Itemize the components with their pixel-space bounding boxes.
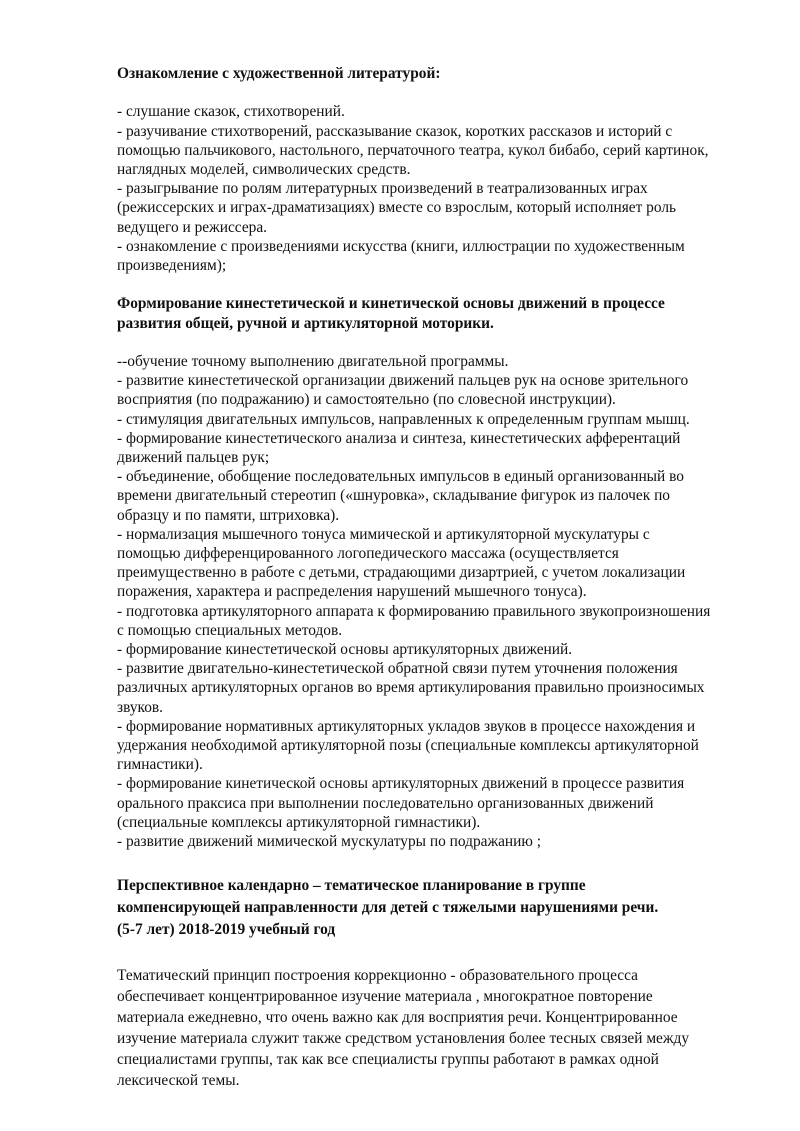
list-item: - нормализация мышечного тонуса мимической и артикуляторной мускулатуры с помощью дифференцированного логопедического массажа (осуществляется преимущественно в работе с детьми, страдающими дизартрией, с учетом локализации поражения, характера и распределения нарушений мышечного тонуса). xyxy=(117,525,686,601)
section-literature-title: Ознакомление с художественной литературой: xyxy=(117,65,441,82)
list-item: - подготовка артикуляторного аппарата к формированию правильного звукопроизношения с помощью специальных методов. xyxy=(117,602,711,639)
list-item: - формирование кинестетической основы артикуляторных движений. xyxy=(117,641,573,659)
list-item: - объединение, обобщение последовательных импульсов в единый организованный во времени двигательный стереотип («шнуровка», складывание фигурок из палочек по образцу и по памяти, штриховка). xyxy=(117,468,684,524)
section-motor-title: Формирование кинестетической и кинетической основы движений в процессе развития общей, ручной и артикуляторной моторики. xyxy=(117,295,665,332)
list-item: - развитие кинестетической организации движений пальцев рук на основе зрительного восприятия (по подражанию) и самостоятельно (по словесной инструкции). xyxy=(117,372,689,409)
list-item: - формирование кинестетического анализа и синтеза, кинестетических афферентаций движений пальцев рук; xyxy=(117,429,681,467)
spacer xyxy=(117,83,747,102)
list-item: - развитие двигательно-кинестетической обратной связи путем уточнения положения различных артикуляторных органов во время артикулирования правильно произносимых звуков. xyxy=(117,660,705,716)
list-item: - ознакомление с произведениями искусства (книги, иллюстрации по художественным произведениям); xyxy=(117,237,685,275)
document-page xyxy=(117,64,747,1091)
list-item: --обучение точному выполнению двигательной программы. xyxy=(117,353,509,370)
list-item: - формирование нормативных артикуляторных укладов звуков в процессе нахождения и удержания необходимой артикуляторной позы (специальные комплексы артикуляторной гимнастики). xyxy=(117,717,699,774)
spacer xyxy=(117,275,747,294)
list-item: - разыгрывание по ролям литературных произведений в театрализованных играх (режиссерских и играх-драматизациях) вместе со взрослым, который исполняет роль ведущего и режиссера. xyxy=(117,180,677,236)
list-item: - развитие движений мимической мускулатуры по подражанию ; xyxy=(117,833,542,851)
spacer xyxy=(117,333,747,352)
section-planning-text: Тематический принцип построения коррекционно - образовательного процесса обеспечивает концентрированное изучение материала , многократное повторение материала ежедневно, что очень важно как для восприятия речи. Концентрированное изучение материала служит также средством установления более тесных связей между специалистами группы, так как все специалисты группы работают в рамках одной лексической темы. xyxy=(117,967,690,1090)
list-item: - разучивание стихотворений, рассказывание сказок, коротких рассказов и историй с помощью пальчикового, настольного, перчаточного театра, кукол бибабо, серий картинок, наглядных моделей, символических средств. xyxy=(117,122,709,178)
list-item: - формирование кинетической основы артикуляторных движений в процессе развития орального праксиса при выполнении последовательно организованных движений (специальные комплексы артикуляторной гимнастики). xyxy=(117,775,685,831)
section-planning-title: Перспективное календарно – тематическое планирование в группе компенсирующей направленности для детей с тяжелыми нарушениями речи. (5-7 лет) 2018-2019 учебный год xyxy=(117,877,659,939)
spacer xyxy=(117,851,747,875)
list-item: - стимуляция двигательных импульсов, направленных к определенным группам мышц. xyxy=(117,410,690,428)
list-item: - слушание сказок, стихотворений. xyxy=(117,103,345,121)
spacer xyxy=(117,941,747,965)
